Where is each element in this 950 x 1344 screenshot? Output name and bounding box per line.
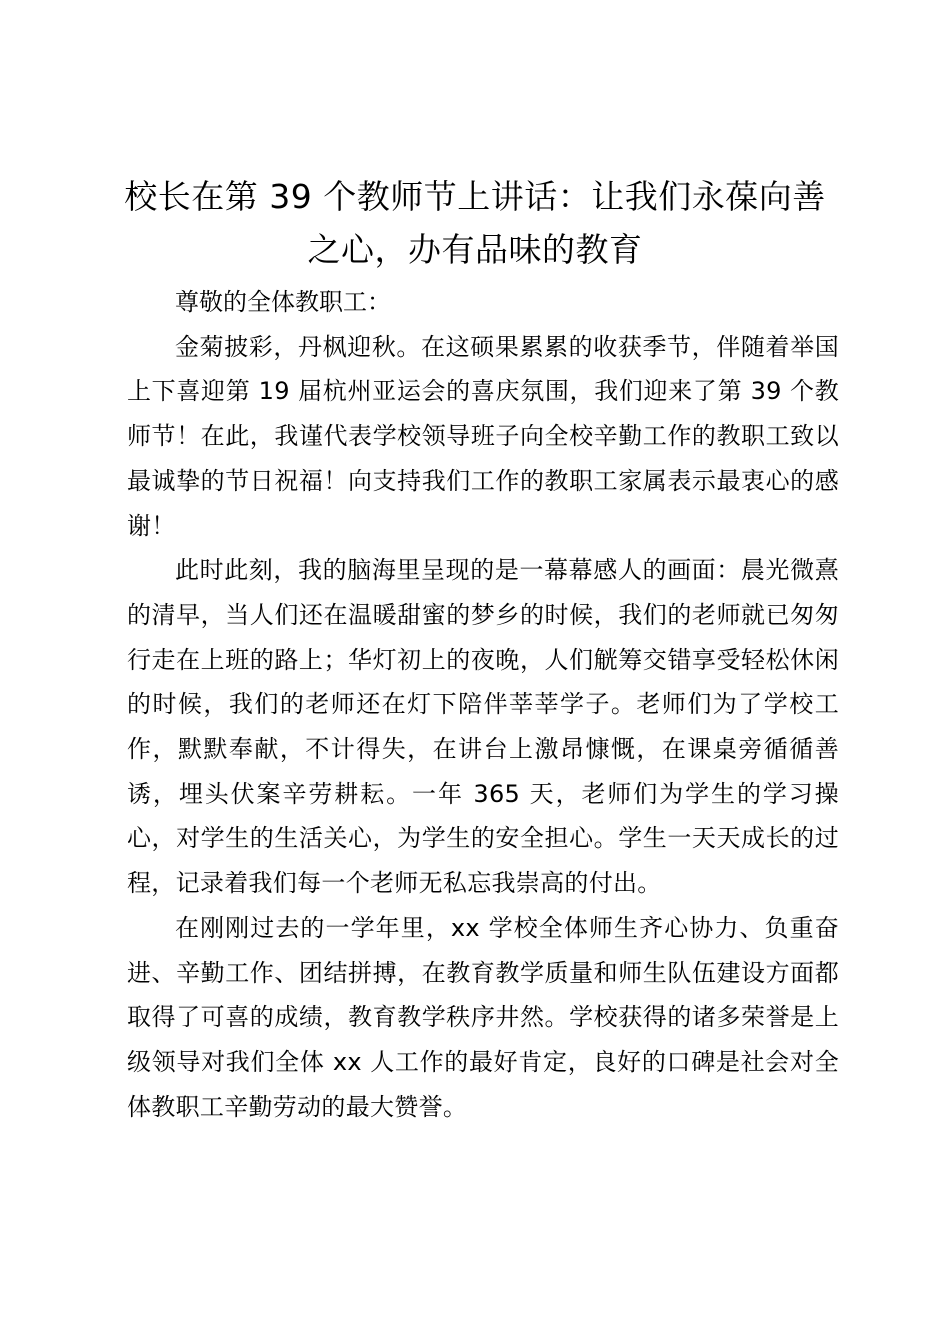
paragraph-3: 在刚刚过去的一学年里，xx 学校全体师生齐心协力、负重奋进、辛勤工作、团结拼搏，在教育教学质量和师生队伍建设方面都取得了可喜的成绩，教育教学秩序井然。学校获得的诸多荣誉是上级领导对我们全体 xx 人工作的最好肯定，良好的口碑是社会对全体教职工辛勤劳动的最大赞誉。 — [127, 913, 839, 1121]
document-body — [127, 280, 839, 1129]
salutation: 尊敬的全体教职工： — [175, 288, 391, 316]
paragraph-1: 金菊披彩，丹枫迎秋。在这硕果累累的收获季节，伴随着举国上下喜迎第 19 届杭州亚运会的喜庆氛围，我们迎来了第 39 个教师节！在此，我谨代表学校领导班子向全校辛勤工作的教职工致以最诚挚的节日祝福！向支持我们工作的教职工家属表示最衷心的感谢！ — [127, 332, 839, 540]
document-title: 校长在第 39 个教师节上讲话：让我们永葆向善之心，办有品味的教育 — [124, 177, 826, 269]
paragraph-2: 此时此刻，我的脑海里呈现的是一幕幕感人的画面：晨光微熹的清早，当人们还在温暖甜蜜的梦乡的时候，我们的老师就已匆匆行走在上班的路上；华灯初上的夜晚，人们觥筹交错享受轻松休闲的时候，我们的老师还在灯下陪伴莘莘学子。老师们为了学校工作，默默奉献，不计得失，在讲台上激昂慷慨，在课桌旁循循善诱，埋头伏案辛劳耕耘。一年 365 天，老师们为学生的学习操心，对学生的生活关心，为学生的安全担心。学生一天天成长的过程，记录着我们每一个老师无私忘我崇高的付出。 — [127, 556, 839, 898]
